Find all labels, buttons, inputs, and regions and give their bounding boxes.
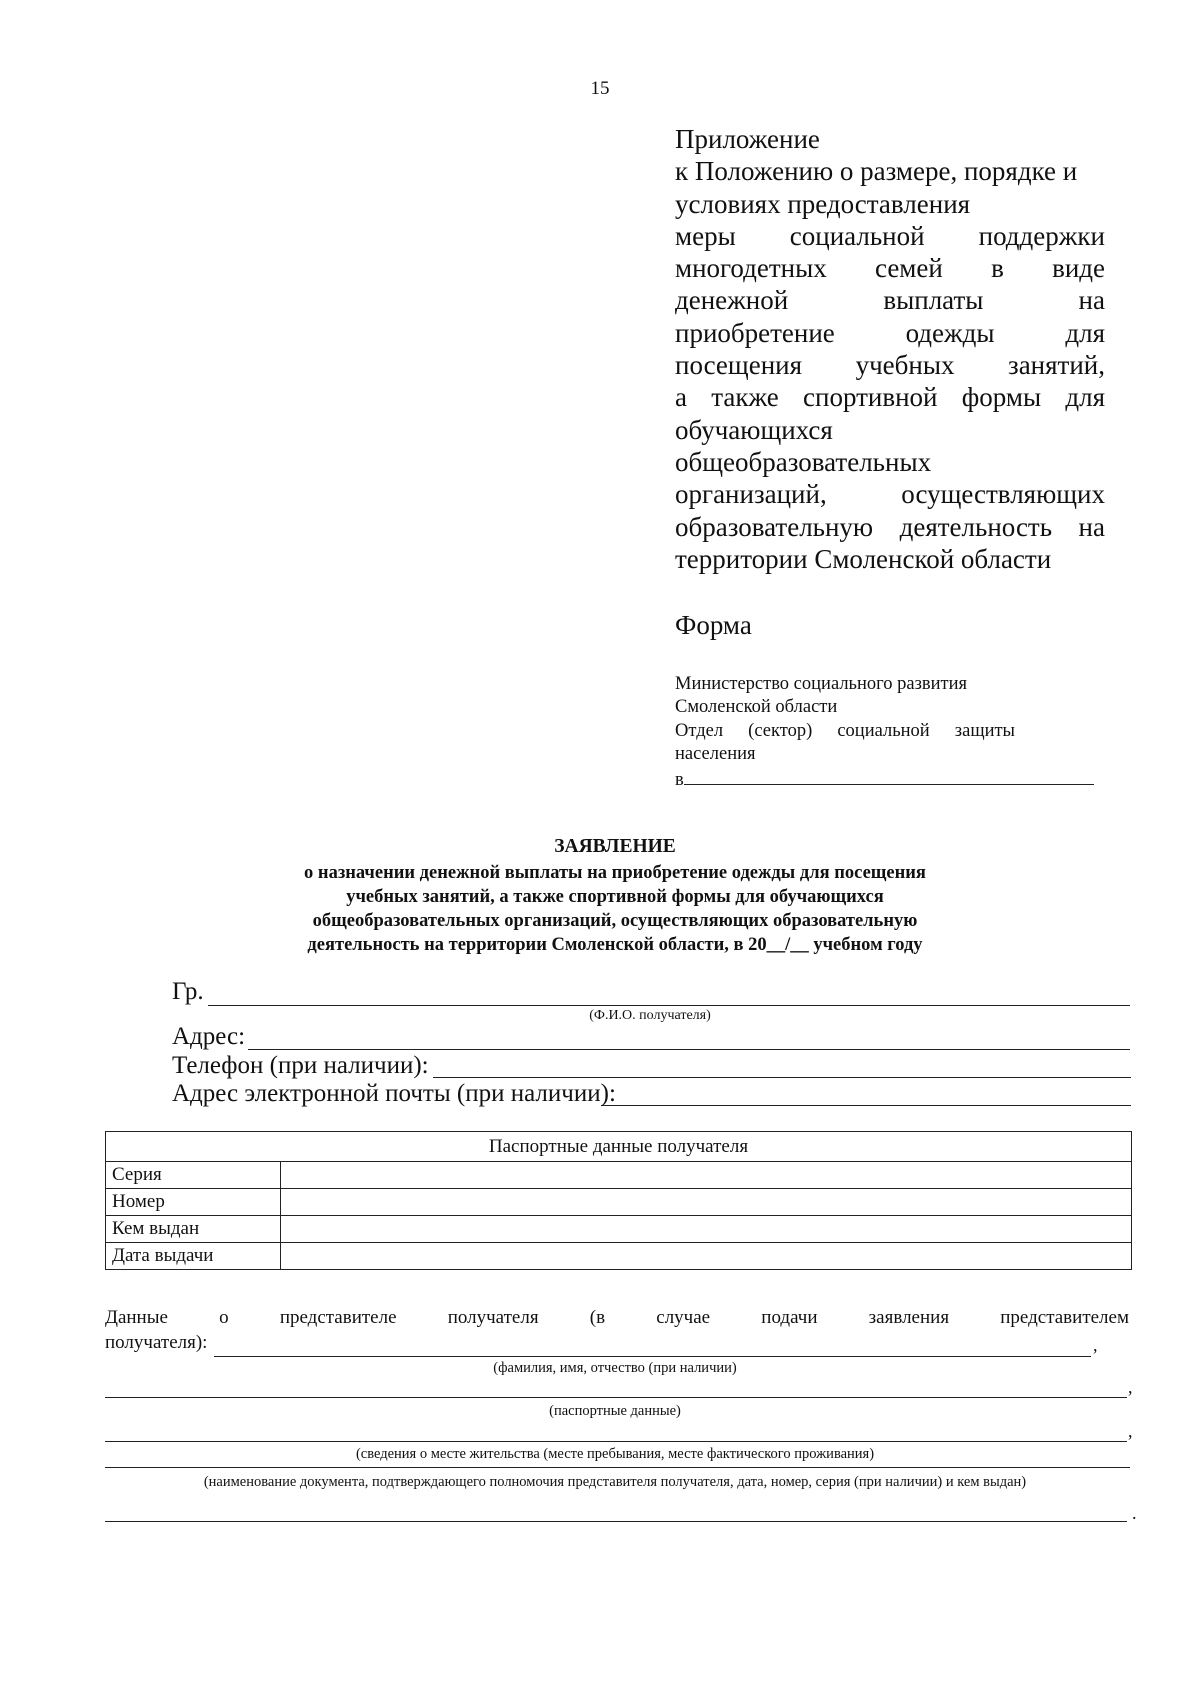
appendix-line: условиях предоставления	[675, 188, 971, 219]
representative-intro: Данные о представителе получателя (в случае подачи заявления представителем	[105, 1307, 1129, 1328]
recipient-line: Смоленской области	[675, 697, 838, 718]
email-label: Адрес электронной почты (при наличии):	[172, 1080, 616, 1107]
caption-fio: (фамилия, имя, отчество (при наличии)	[493, 1360, 737, 1376]
passport-date-cell[interactable]	[281, 1243, 1132, 1270]
representative-passport-line[interactable]	[105, 1397, 1127, 1398]
passport-table	[105, 1131, 1132, 1270]
appendix-line: денежной выплаты на	[675, 285, 1105, 316]
passport-table-header: Паспортные данные получателя	[106, 1132, 1132, 1162]
comma-mark: ,	[1128, 1421, 1133, 1441]
table-row	[106, 1243, 1132, 1270]
recipient-line: Отдел (сектор) социальной защиты	[675, 720, 1015, 741]
representative-fio-line[interactable]	[214, 1356, 1091, 1357]
representative-intro-cont: получателя):	[105, 1332, 208, 1353]
caption-document: (наименование документа, подтверждающего полномочия представителя получателя, дата, номер, серия (при наличии) и кем выдан)	[203, 1474, 1027, 1490]
passport-series-cell[interactable]	[281, 1162, 1132, 1189]
address-line[interactable]	[248, 1049, 1130, 1050]
passport-series-label: Серия	[106, 1162, 281, 1189]
appendix-line: территории Смоленской области	[675, 543, 1052, 574]
appendix-line: образовательную деятельность на	[675, 511, 1105, 542]
subtitle-line: учебных занятий, а также спортивной формы для обучающихся	[346, 887, 884, 907]
table-row	[106, 1162, 1132, 1189]
citizen-name-line[interactable]	[208, 1005, 1130, 1006]
recipient-line: населения	[675, 743, 756, 764]
passport-number-cell[interactable]	[281, 1189, 1132, 1216]
comma-mark: ,	[1128, 1377, 1133, 1397]
recipient-block	[675, 673, 1015, 789]
table-row	[106, 1216, 1132, 1243]
page-number: 15	[590, 78, 610, 99]
passport-issuer-cell[interactable]	[281, 1216, 1132, 1243]
representative-extra-line[interactable]	[105, 1521, 1127, 1522]
subtitle-line: о назначении денежной выплаты на приобретение одежды для посещения	[304, 863, 926, 883]
address-label: Адрес:	[172, 1023, 246, 1050]
caption-passport: (паспортные данные)	[549, 1403, 681, 1419]
passport-number-label: Номер	[106, 1189, 281, 1216]
comma-mark: ,	[1093, 1335, 1098, 1355]
appendix-line: организаций, осуществляющих	[675, 479, 1105, 510]
subtitle-line: деятельность на территории Смоленской области, в 20__/__ учебном году	[307, 935, 923, 955]
appendix-line: посещения учебных занятий,	[675, 350, 1105, 381]
recipient-prefix: в	[675, 770, 684, 791]
appendix-block	[675, 123, 1105, 575]
appendix-line: многодетных семей в виде	[675, 253, 1105, 284]
passport-date-label: Дата выдачи	[106, 1243, 281, 1270]
form-label: Форма	[675, 610, 752, 640]
caption-residence: (сведения о месте жительства (месте пребывания, месте фактического проживания)	[355, 1446, 875, 1462]
appendix-line: а также спортивной формы для	[675, 382, 1105, 413]
passport-issuer-label: Кем выдан	[106, 1216, 281, 1243]
representative-document-line[interactable]	[105, 1467, 1130, 1468]
citizen-label: Гр.	[172, 978, 204, 1005]
representative-residence-line[interactable]	[105, 1441, 1127, 1442]
appendix-line: приобретение одежды для	[675, 317, 1105, 348]
statement-subtitle	[0, 861, 1200, 957]
email-line[interactable]	[601, 1105, 1131, 1106]
appendix-line: обучающихся	[675, 414, 833, 445]
appendix-line: к Положению о размере, порядке и	[675, 156, 1078, 187]
appendix-line: Приложение	[675, 124, 820, 154]
table-row	[106, 1189, 1132, 1216]
phone-line[interactable]	[433, 1077, 1131, 1078]
recipient-line: Министерство социального развития	[675, 674, 968, 694]
citizen-caption: (Ф.И.О. получателя)	[589, 1008, 711, 1023]
appendix-line: общеобразовательных	[675, 446, 932, 477]
department-input-line[interactable]	[684, 766, 1094, 785]
period-mark: .	[1132, 1503, 1137, 1523]
phone-label: Телефон (при наличии):	[172, 1052, 429, 1079]
appendix-line: меры социальной поддержки	[675, 220, 1105, 251]
statement-title: ЗАЯВЛЕНИЕ	[554, 836, 676, 857]
recipient-department-field	[675, 766, 1015, 789]
subtitle-line: общеобразовательных организаций, осуществляющих образовательную	[312, 911, 918, 931]
